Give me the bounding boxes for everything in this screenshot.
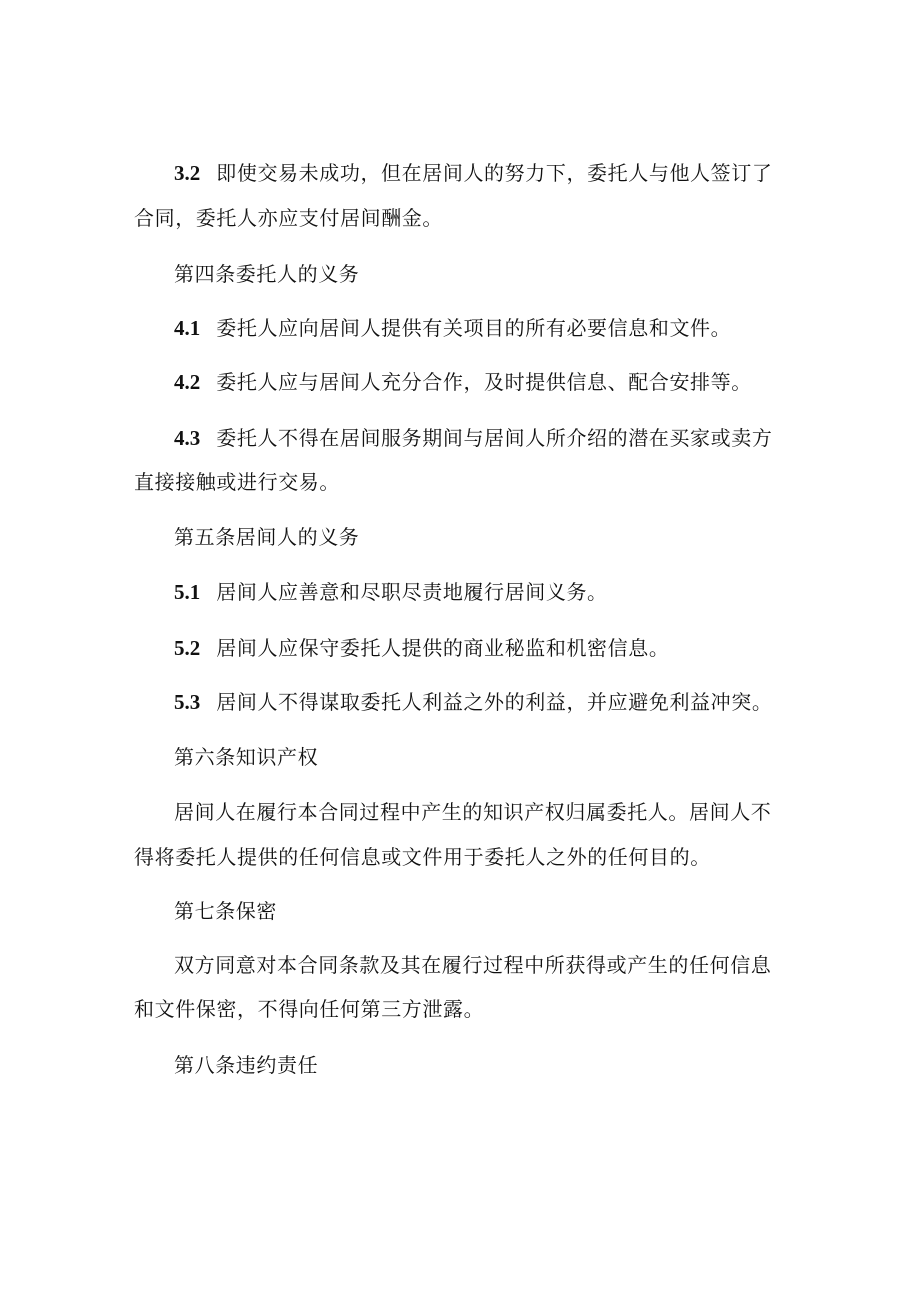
- clause-5-1: [174, 580, 608, 604]
- clause-text: 居间人不得谋取委托人利益之外的利益，并应避免利益冲突。: [216, 690, 773, 714]
- clause-number: 5.2: [174, 636, 201, 660]
- clause-5-3: [174, 690, 772, 714]
- clause-number: 5.1: [174, 580, 201, 604]
- clause-number: 4.2: [174, 370, 201, 394]
- article-7-body-line-1: 双方同意对本合同条款及其在履行过程中所获得或产生的任何信息: [174, 953, 772, 977]
- article-6-body-line-1: 居间人在履行本合同过程中产生的知识产权归属委托人。居间人不: [174, 800, 772, 824]
- clause-text: 委托人不得在居间服务期间与居间人所介绍的潜在买家或卖方: [216, 426, 773, 450]
- clause-number: 3.2: [174, 161, 201, 185]
- section-heading-article-4: 第四条委托人的义务: [174, 262, 360, 286]
- clause-text: 委托人应向居间人提供有关项目的所有必要信息和文件。: [216, 316, 732, 340]
- clause-4-3-line-2: 直接接触或进行交易。: [134, 470, 340, 494]
- clause-3-2-line-2: 合同，委托人亦应支付居间酬金。: [134, 206, 443, 230]
- clause-4-2: [174, 370, 752, 394]
- article-7-body-line-2: 和文件保密，不得向任何第三方泄露。: [134, 997, 485, 1021]
- clause-4-3-line-1: [174, 426, 772, 450]
- clause-3-2-line-1: [174, 161, 772, 185]
- section-heading-article-8: 第八条违约责任: [174, 1053, 319, 1077]
- clause-5-2: [174, 636, 669, 660]
- article-6-body-line-2: 得将委托人提供的任何信息或文件用于委托人之外的任何目的。: [134, 845, 711, 869]
- clause-text: 居间人应保守委托人提供的商业秘监和机密信息。: [216, 636, 670, 660]
- section-heading-article-6: 第六条知识产权: [174, 745, 319, 769]
- clause-text: 即使交易未成功，但在居间人的努力下，委托人与他人签订了: [216, 161, 773, 185]
- clause-number: 4.3: [174, 426, 201, 450]
- clause-4-1: [174, 316, 731, 340]
- clause-text: 居间人应善意和尽职尽责地履行居间义务。: [216, 580, 608, 604]
- clause-number: 4.1: [174, 316, 201, 340]
- section-heading-article-5: 第五条居间人的义务: [174, 525, 360, 549]
- section-heading-article-7: 第七条保密: [174, 899, 277, 923]
- clause-text: 委托人应与居间人充分合作，及时提供信息、配合安排等。: [216, 370, 752, 394]
- clause-number: 5.3: [174, 690, 201, 714]
